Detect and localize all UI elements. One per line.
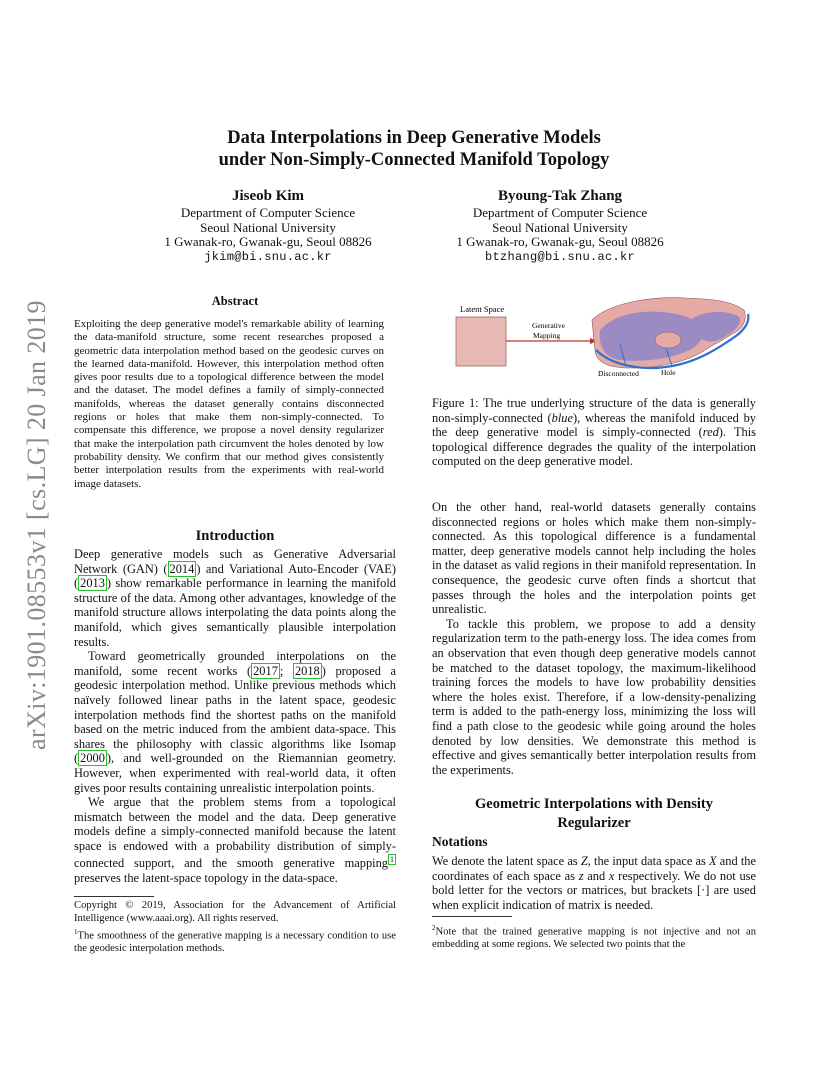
paragraph: To tackle this problem, we propose to add a density regularization term to the path-energy loss. The idea comes from an observation that even though deep generative models cannot be matched to the dataset topology, the maximum-likelihood training forces the models to have low probability densities where the holes exist. Therefore, if a low-density-penalizing term is added to the path-energy loss, minimizing the loss will find a path close to the geodesic while going around the holes denoted by low densities. We demonstrate this method is effective and gives semantically better interpolation results from the experiments.: [432, 616, 756, 777]
footnote-text: Note that the trained generative mapping is not injective and not an embedding at some regions. We selected two points that the: [432, 926, 756, 951]
author-email: jkim@bi.snu.ac.kr: [204, 249, 332, 264]
author-address: 1 Gwanak-ro, Gwanak-gu, Seoul 08826: [456, 234, 664, 250]
title-line-1: Data Interpolations in Deep Generative Models: [227, 128, 601, 148]
footnote-divider: [74, 896, 154, 897]
author-email: btzhang@bi.snu.ac.kr: [484, 249, 636, 264]
intro-paragraph-1: Deep generative models such as Generative Adversarial Network (GAN) ( 2014 ) and Variational Auto-Encoder (VAE) ( 2013 ) show remarkable performance in learning the manifold structure of the data. Among other advantages, knowledge of the manifold structure allows interpolating the data points along the manifold, which gives semantically plausible interpolation results.: [74, 547, 396, 649]
section-heading: [432, 795, 756, 833]
arxiv-side-text: arXiv:1901.08553v1 [cs.LG] 20 Jan 2019: [22, 300, 51, 750]
citation-link[interactable]: 2013: [80, 576, 105, 591]
abstract-text: Exploiting the deep generative model's remarkable ability of learning the data-manifold structure, some recent researches proposed a geometric data interpolation method based on the geodesic curves on the learned data-manifold. However, this interpolation method often gives poor results due to a topological difference between the model and the dataset. The model defines a family of simply-connected manifolds, whereas the dataset generally contains disconnected regions or holes that make them non-simply-connected. To compensate this difference, we propose a novel density regularizer that make the interpolation path circumvent the holes denoted by low probability density. We confirm that our method gives consistently better interpolation results from the experiments with real-world image datasets.: [74, 318, 384, 490]
footnote-mark: 2: [432, 924, 436, 932]
citation-link[interactable]: 2017: [253, 663, 278, 678]
mapping-label-2: Mapping: [533, 331, 561, 340]
arxiv-side-label: [22, 290, 52, 760]
latent-space-box: [456, 317, 506, 366]
notations-paragraph: We denote the latent space as Z, the input data space as X and the coordinates of each space as z and x respectively. We do not use bold letter for the vectors or matrices, but brackets [·] are used when explicit indication of matrix is needed.: [432, 854, 756, 912]
introduction-body: [74, 547, 396, 886]
footnote-mark: 1: [74, 928, 78, 936]
mapping-label-1: Generative: [532, 321, 565, 330]
latent-space-label: Latent Space: [460, 304, 505, 314]
author-univ: Seoul National University: [492, 219, 628, 235]
section-heading-line-1: Geometric Interpolations with Density: [474, 796, 713, 812]
author-dept: Department of Computer Science: [472, 205, 648, 220]
disconnected-label: Disconnected: [598, 369, 639, 378]
copyright-note: Copyright © 2019, Association for the Advancement of Artificial Intelligence (www.aaai.org). All rights reserved.: [74, 900, 396, 924]
figure-1-caption: Figure 1: The true underlying structure of the data is generally non-simply-connected (blue), whereas the manifold induced by the deep generative model is simply-connected (red). This topological difference degrades the quality of the interpolation computed on the deep generative model.: [432, 396, 756, 469]
notations-heading: Notations: [432, 834, 488, 849]
author-name: Byoung-Tak Zhang: [497, 188, 623, 204]
citation-link[interactable]: 2000: [80, 751, 105, 766]
author-name: Jiseob Kim: [231, 188, 305, 204]
figure-1: [440, 290, 758, 386]
footnote-divider: [432, 916, 512, 917]
paper-title: [0, 127, 828, 171]
citation-link[interactable]: 2014: [169, 561, 195, 576]
abstract-heading: Abstract: [211, 294, 259, 308]
title-line-2: under Non-Simply-Connected Manifold Topology: [218, 150, 610, 170]
footnote-1: [74, 926, 396, 956]
author-block-2: [400, 186, 720, 264]
section-heading-line-2: Regularizer: [557, 815, 631, 831]
author-univ: Seoul National University: [200, 219, 336, 235]
author-dept: Department of Computer Science: [180, 205, 356, 220]
paragraph: On the other hand, real-world datasets generally contains disconnected regions or holes which make them non-simply-connected. As this topological difference is a fundamental matter, deep generative models cannot help including the holes in the dataset as valid regions in their manifold representation. In consequence, the geodesic curve often finds a shortcut that passes through the holes and the interpolation points get unrealistic.: [432, 500, 756, 617]
intro-paragraph-3: We argue that the problem stems from a topological mismatch between the model and the data. Deep generative models define a simply-connected manifold because the latent space is endowed with a probability distribution of simply-connected support, and the smooth generative mapping $^1$ preserves the latent-space topology in the data-space.: [74, 795, 396, 886]
introduction-heading: Introduction: [195, 528, 275, 544]
footnote-link[interactable]: 1: [390, 855, 394, 865]
author-block-1: [108, 186, 428, 264]
right-column-body: [432, 500, 756, 777]
citation-link[interactable]: 2018: [294, 663, 320, 678]
hole-label: Hole: [661, 368, 676, 377]
author-address: 1 Gwanak-ro, Gwanak-gu, Seoul 08826: [164, 234, 372, 250]
intro-paragraph-2: Toward geometrically grounded interpolations on the manifold, some recent works ( 2017 ; 2018 ) proposed a geodesic interpolation method. Unlike previous methods which naïvely followed linear paths in the latent space, geodesic interpolation methods find the shortest paths on the manifold based on the metric induced from the ambient data-space. This shares the philosophy with classic algorithms like Isomap ( 2000 ), and well-grounded on the Riemannian geometry. However, when experimented with real-world data, it often gives poor results containing unrealistic interpolation points.: [74, 649, 397, 795]
footnote-text: The smoothness of the generative mapping is a necessary condition to use the geodesic interpolation methods.: [74, 930, 396, 955]
hole-region: [655, 332, 681, 348]
footnote-2: [432, 922, 756, 952]
